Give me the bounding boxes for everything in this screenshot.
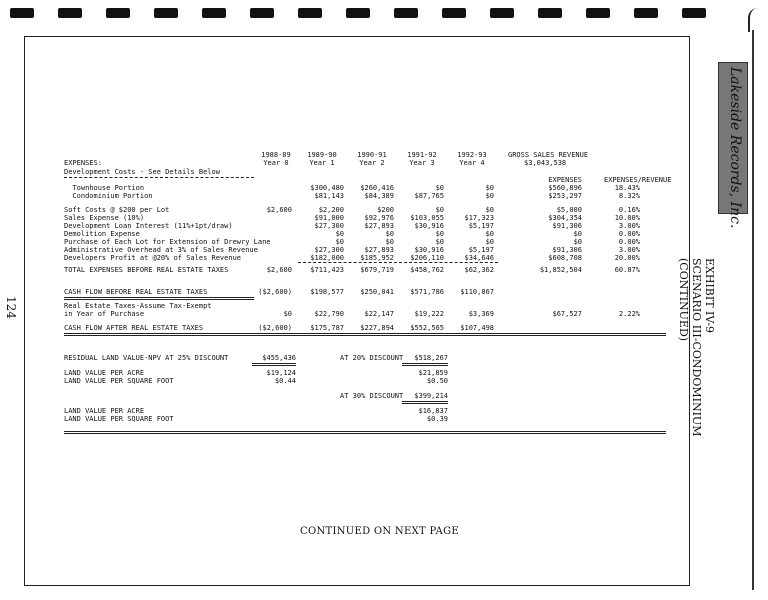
subtotal-rule — [298, 262, 498, 263]
header-rule — [64, 177, 254, 178]
cell-ratio: 3.00% — [618, 246, 640, 254]
cell-expenses: $91,306 — [552, 222, 582, 230]
row-label: CASH FLOW BEFORE REAL ESTATE TAXES — [64, 288, 208, 296]
cell-y1: $0 — [335, 230, 344, 238]
cell-y4: $0 — [485, 238, 494, 246]
cell-y2: $27,893 — [364, 246, 394, 254]
row-label: Purchase of Each Lot for Extension of Drewry Lane — [64, 238, 271, 246]
gross-sales-label: GROSS SALES REVENUE — [508, 151, 589, 159]
cell-y3: $0 — [435, 238, 444, 246]
cell-y2: $0 — [385, 230, 394, 238]
cell-y3: $458,762 — [410, 266, 444, 274]
cell-y0: ($2,600) — [258, 288, 292, 296]
cell-y3: $0 — [435, 206, 444, 214]
cell-y2: $250,041 — [360, 288, 394, 296]
bottom-rule — [64, 431, 666, 434]
dev-costs-label: Development Costs - See Details Below — [64, 168, 220, 176]
sqft-30: $0.39 — [426, 415, 448, 423]
year-label: Year 0 — [263, 159, 289, 167]
row-label: Condominium Portion — [64, 192, 153, 200]
cell-expenses: $0 — [573, 238, 582, 246]
cell-expenses: $1,852,504 — [539, 266, 582, 274]
exhibit-line-3: (CONTINUED) — [677, 258, 690, 342]
row-label: Administrative Overhead at 3% of Sales Revenue — [64, 246, 258, 254]
cell-y2: $227,894 — [360, 324, 394, 332]
sqft-label: LAND VALUE PER SQUARE FOOT — [64, 415, 174, 423]
acre-20: $21,859 — [418, 369, 448, 377]
acre-25: $19,124 — [266, 369, 296, 377]
year-label: Year 2 — [359, 159, 385, 167]
row-label: Development Loan Interest (11%+1pt/draw) — [64, 222, 233, 230]
page-edge — [752, 30, 754, 590]
value-rule — [402, 363, 448, 366]
cell-ratio: 3.00% — [618, 222, 640, 230]
cell-y4: $0 — [485, 184, 494, 192]
cell-ratio: 8.32% — [618, 192, 640, 200]
year-header: 1989-90 — [307, 151, 337, 159]
cell-expenses: $0 — [573, 230, 582, 238]
cell-y1: $22,790 — [314, 310, 344, 318]
logo-tab — [718, 62, 748, 229]
residual-value-25: $455,436 — [262, 354, 296, 362]
at-20-label: AT 20% DISCOUNT — [340, 354, 404, 362]
cell-y4: $62,362 — [464, 266, 494, 274]
at-30-label: AT 30% DISCOUNT — [340, 392, 404, 400]
cell-y2: $84,389 — [364, 192, 394, 200]
cell-ratio: 18.43% — [614, 184, 640, 192]
row-label: Real Estate Taxes-Assume Tax-Exempt — [64, 302, 212, 310]
acre-label: LAND VALUE PER ACRE — [64, 369, 145, 377]
cell-expenses: $91,306 — [552, 246, 582, 254]
page-number: 124 — [4, 296, 18, 319]
cell-y4: $3,369 — [468, 310, 494, 318]
row-label: CASH FLOW AFTER REAL ESTATE TAXES — [64, 324, 204, 332]
row-label: Townhouse Portion — [64, 184, 145, 192]
residual-value-20: $518,267 — [414, 354, 448, 362]
cell-y2: $22,147 — [364, 310, 394, 318]
cell-y3: $571,786 — [410, 288, 444, 296]
row-label: Soft Costs @ $200 per Lot — [64, 206, 170, 214]
row-label: TOTAL EXPENSES BEFORE REAL ESTATE TAXES — [64, 266, 229, 274]
year-label: Year 3 — [409, 159, 435, 167]
cell-y1: $27,300 — [314, 246, 344, 254]
year-header: 1992-93 — [457, 151, 487, 159]
cell-y3: $30,916 — [414, 222, 444, 230]
cell-expenses: $253,297 — [548, 192, 582, 200]
cell-y1: $27,300 — [314, 222, 344, 230]
year-header: 1991-92 — [407, 151, 437, 159]
cell-y1: $91,000 — [314, 214, 344, 222]
cell-y2: $679,719 — [360, 266, 394, 274]
cell-ratio: 20.00% — [614, 254, 640, 262]
row-label: Developers Profit at @20% of Sales Revenue — [64, 254, 242, 262]
residual-label: RESIDUAL LAND VALUE-NPV AT 25% DISCOUNT — [64, 354, 229, 362]
double-rule — [64, 297, 254, 300]
cell-y1: $0 — [335, 238, 344, 246]
cell-y3: $0 — [435, 230, 444, 238]
cell-y1: $300,480 — [310, 184, 344, 192]
cell-y4: $0 — [485, 192, 494, 200]
cell-y4: $17,323 — [464, 214, 494, 222]
year-label: Year 4 — [459, 159, 485, 167]
cell-y1: $182,000 — [310, 254, 344, 262]
cell-expenses: $304,354 — [548, 214, 582, 222]
value-rule — [252, 363, 296, 366]
ratio-col-header: EXPENSES/REVENUE — [604, 176, 672, 184]
cell-y3: $19,222 — [414, 310, 444, 318]
year-header: 1988-89 — [261, 151, 291, 159]
cell-y3: $103,055 — [410, 214, 444, 222]
row-label-2: in Year of Purchase — [64, 310, 145, 318]
cell-ratio: 10.00% — [614, 214, 640, 222]
cell-y4: $5,197 — [468, 246, 494, 254]
binder-holes — [0, 8, 768, 20]
cell-y1: $198,577 — [310, 288, 344, 296]
cell-y2: $92,976 — [364, 214, 394, 222]
cell-y3: $87,765 — [414, 192, 444, 200]
gross-sales-value: $3,043,538 — [524, 159, 567, 167]
cell-ratio: 0.00% — [618, 230, 640, 238]
cell-y0: ($2,600) — [258, 324, 292, 332]
cell-y4: $107,498 — [460, 324, 494, 332]
row-label: Sales Expense (10%) — [64, 214, 145, 222]
cell-y2: $27,893 — [364, 222, 394, 230]
sqft-20: $0.50 — [426, 377, 448, 385]
residual-value-30: $399,214 — [414, 392, 448, 400]
cell-y1: $711,423 — [310, 266, 344, 274]
value-rule — [402, 401, 448, 404]
cell-expenses: $560,896 — [548, 184, 582, 192]
expenses-label: EXPENSES: — [64, 159, 102, 167]
cell-y2: $200 — [377, 206, 394, 214]
cell-y4: $0 — [485, 230, 494, 238]
page-curl — [748, 8, 764, 32]
year-label: Year 1 — [309, 159, 335, 167]
continued-label: CONTINUED ON NEXT PAGE — [300, 526, 459, 537]
cell-ratio: 0.00% — [618, 238, 640, 246]
exhibit-title — [677, 258, 716, 436]
cell-y3: $30,916 — [414, 246, 444, 254]
cell-y1: $2,200 — [318, 206, 344, 214]
cell-y0: $2,600 — [266, 206, 292, 214]
cell-y3: $552,565 — [410, 324, 444, 332]
cell-expenses: $5,000 — [556, 206, 582, 214]
cell-ratio: 60.87% — [614, 266, 640, 274]
cell-ratio: 0.16% — [618, 206, 640, 214]
cell-y2: $260,416 — [360, 184, 394, 192]
cell-y4: $5,197 — [468, 222, 494, 230]
sqft-label: LAND VALUE PER SQUARE FOOT — [64, 377, 174, 385]
row-label: Demolition Expense — [64, 230, 140, 238]
cell-y0: $0 — [283, 310, 292, 318]
year-header: 1990-91 — [357, 151, 387, 159]
expenses-col-header: EXPENSES — [548, 176, 582, 184]
acre-label: LAND VALUE PER ACRE — [64, 407, 145, 415]
cell-y0: $2,600 — [266, 266, 292, 274]
cell-y2: $185,952 — [360, 254, 394, 262]
cell-y1: $81,143 — [314, 192, 344, 200]
exhibit-line-1: EXHIBIT IV-9 — [703, 258, 716, 334]
logo-text: Lakeside Records, Inc. — [727, 67, 743, 229]
sqft-25: $0.44 — [274, 377, 296, 385]
cell-y2: $0 — [385, 238, 394, 246]
cell-y4: $0 — [485, 206, 494, 214]
exhibit-line-2: SCENARIO III-CONDOMINIUM — [690, 258, 703, 437]
cell-y4: $110,867 — [460, 288, 494, 296]
cell-y3: $206,110 — [410, 254, 444, 262]
cell-expenses: $608,708 — [548, 254, 582, 262]
section-rule — [64, 333, 666, 336]
cell-ratio: 2.22% — [618, 310, 640, 318]
cell-y1: $175,787 — [310, 324, 344, 332]
cell-y3: $0 — [435, 184, 444, 192]
acre-30: $16,837 — [418, 407, 448, 415]
cell-y4: $34,646 — [464, 254, 494, 262]
cell-expenses: $67,527 — [552, 310, 582, 318]
